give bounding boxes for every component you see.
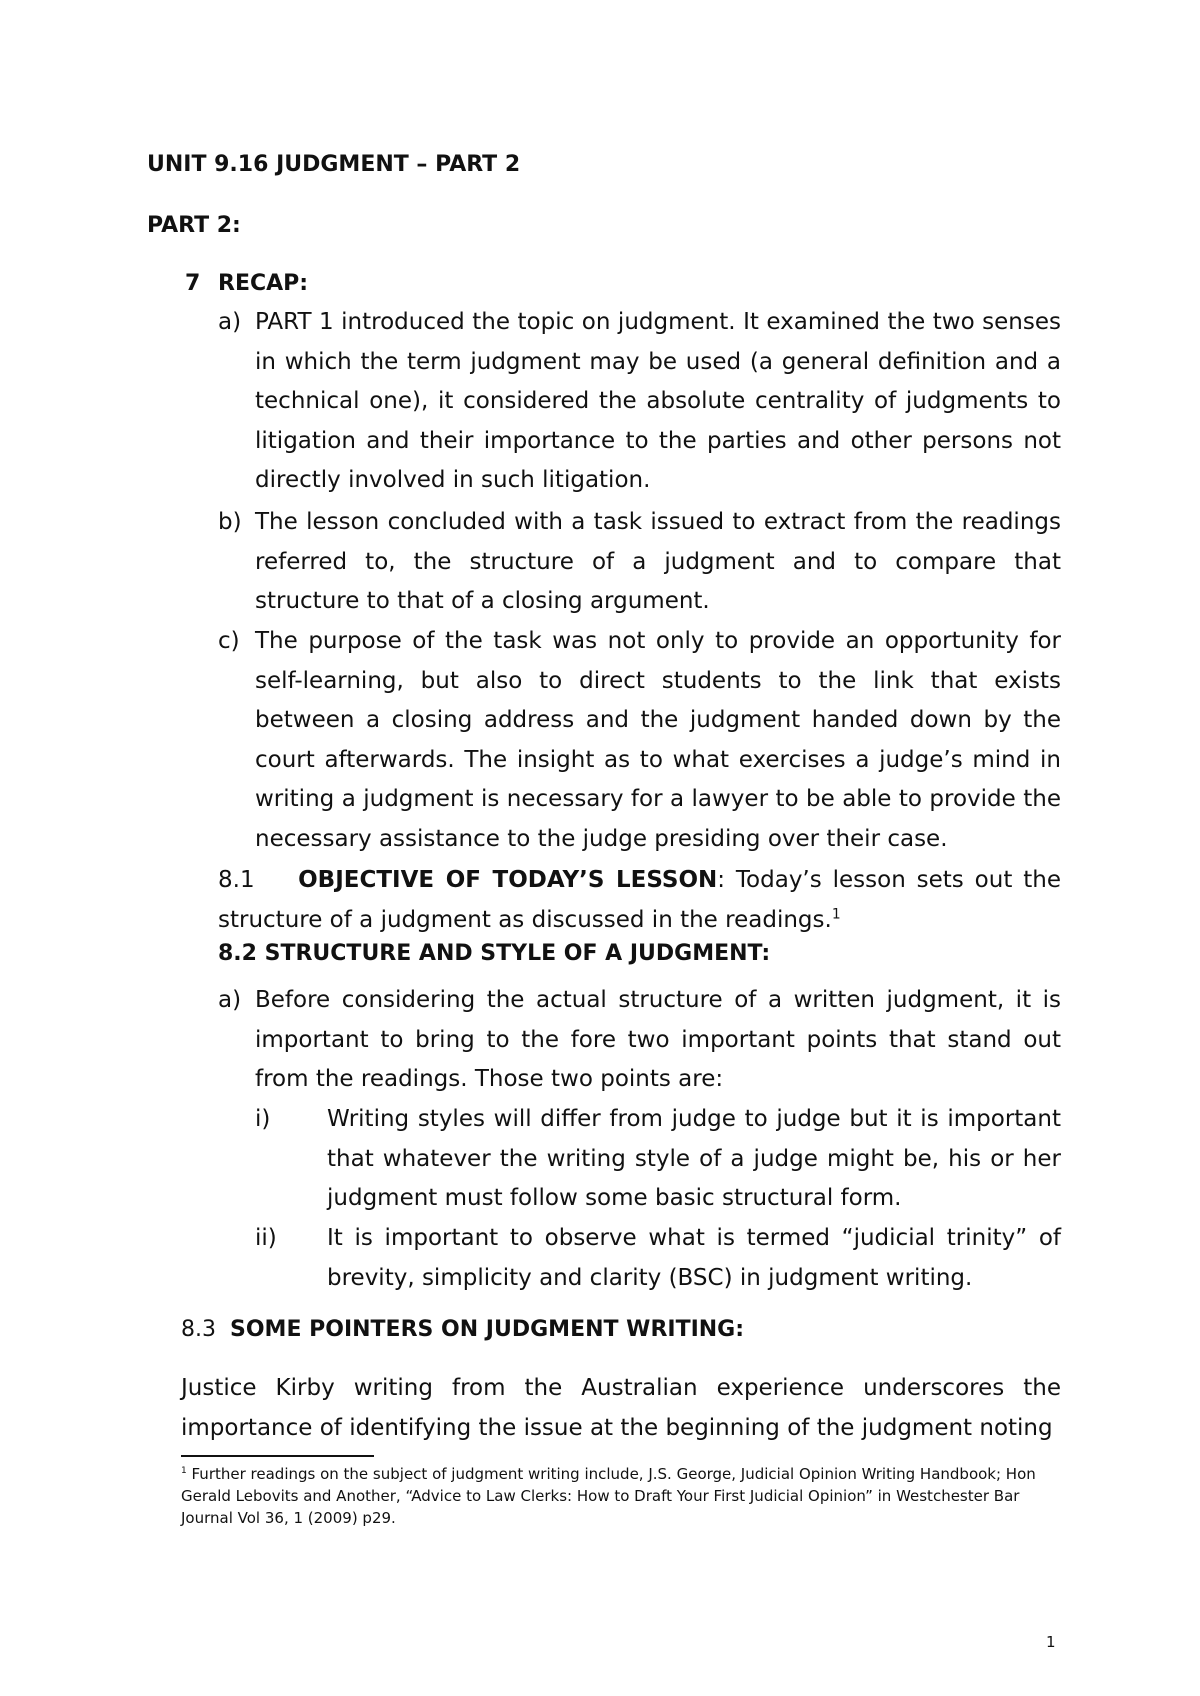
footnote-separator [181,1455,374,1457]
structure-heading: 8.2 STRUCTURE AND STYLE OF A JUDGMENT: [218,941,771,966]
structure-item-a: Before considering the actual structure of a written judgment, it is important to bring to the fore two important points that stand out from the readings. Those two points are: [255,987,1061,1092]
structure-sub-item-ii: It is important to observe what is termed “judicial trinity” of brevity, simplicity and clarity (BSC) in judgment writing. [327,1225,1061,1291]
recap-heading: RECAP: [218,271,309,296]
pointers-heading: SOME POINTERS ON JUDGMENT WRITING: [230,1317,745,1342]
objective-heading: OBJECTIVE OF TODAY’S LESSON [298,867,718,893]
pointers-heading-line [181,1317,744,1342]
list-marker: ii) [255,1225,277,1251]
unit-title: UNIT 9.16 JUDGMENT – PART 2 [147,152,521,177]
footnote-marker: 1 [181,1466,187,1476]
recap-item-b: The lesson concluded with a task issued to extract from the readings referred to, the structure of a judgment and to compare that structure to that of a closing argument. [255,509,1061,614]
objective-text: : Today’s lesson sets out the structure of a judgment as discussed in the readings. [218,867,1061,933]
list-marker: c) [218,628,240,654]
objective-paragraph [218,861,1061,940]
footnote-reference[interactable]: 1 [831,905,841,922]
recap-item-a: PART 1 introduced the topic on judgment. It examined the two senses in which the term judgment may be used (a general definition and a technical one), it considered the absolute centrality of judgments to litigation and their importance to the parties and other persons not directly involved in such litigation. [255,309,1061,493]
list-marker: i) [255,1106,271,1132]
list-marker: a) [218,309,242,335]
page-number: 1 [1046,1633,1056,1651]
objective-number: 8.1 [218,867,255,893]
recap-number: 7 [185,271,201,296]
recap-item-c: The purpose of the task was not only to provide an opportunity for self-learning, but also to direct students to the link that exists between a closing address and the judgment handed down by the court afterwards. The insight as to what exercises a judge’s mind in writing a judgment is necessary for a lawyer to be able to provide the necessary assistance to the judge presiding over their case. [255,628,1061,852]
footnote [181,1463,1066,1529]
list-marker: b) [218,509,242,535]
footnote-text: Further readings on the subject of judgment writing include, J.S. George, Judicial Opinion Writing Handbook; Hon Gerald Lebovits and Another, “Advice to Law Clerks: How to Draft Your First Judicial Opinion” in Westchester Bar Journal Vol 36, 1 (2009) p29. [181,1465,1036,1527]
list-marker: a) [218,987,242,1013]
pointers-number: 8.3 [181,1317,216,1342]
pointers-paragraph: Justice Kirby writing from the Australian experience underscores the importance of identifying the issue at the beginning of the judgment noting [181,1375,1061,1441]
part-heading: PART 2: [147,213,241,238]
structure-sub-item-i: Writing styles will differ from judge to judge but it is important that whatever the writing style of a judge might be, his or her judgment must follow some basic structural form. [327,1106,1061,1211]
